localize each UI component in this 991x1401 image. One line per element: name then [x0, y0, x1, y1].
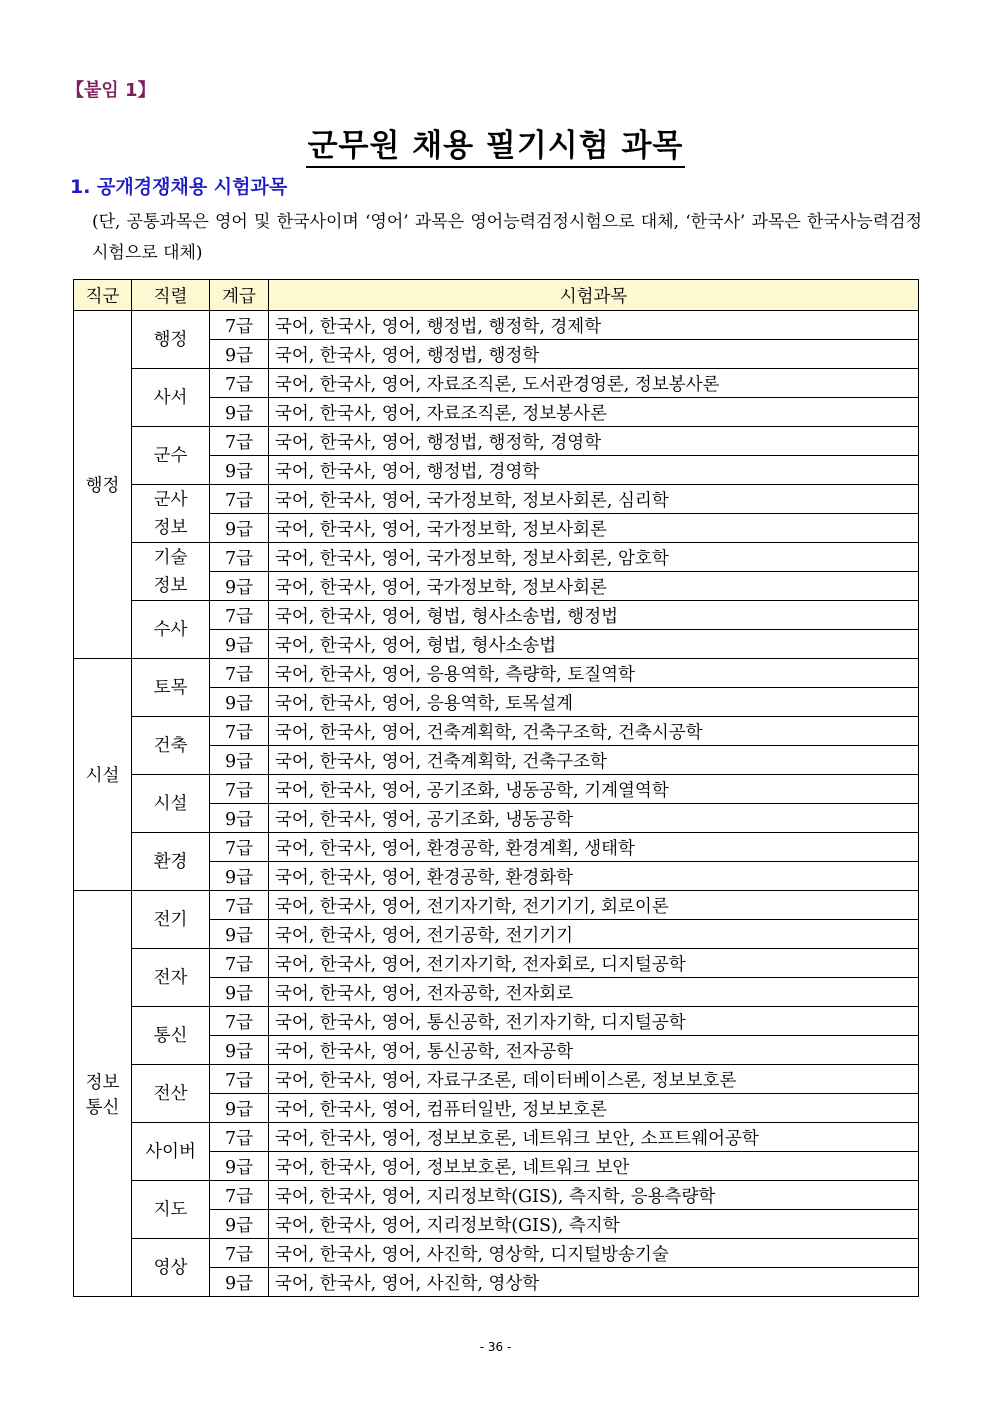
subjects-cell: 국어, 한국사, 영어, 응용역학, 토목설계	[269, 688, 919, 717]
grade-cell: 7급	[210, 833, 269, 862]
position-cell: 사이버	[132, 1123, 210, 1181]
position-cell: 기술 정보	[132, 543, 210, 601]
grade-cell: 9급	[210, 862, 269, 891]
subjects-cell: 국어, 한국사, 영어, 국가정보학, 정보사회론	[269, 572, 919, 601]
grade-cell: 9급	[210, 1268, 269, 1297]
table-row	[74, 369, 919, 398]
header-grade: 계급	[210, 280, 269, 311]
grade-cell: 9급	[210, 456, 269, 485]
table-row	[74, 1123, 919, 1152]
grade-cell: 7급	[210, 1239, 269, 1268]
grade-cell: 9급	[210, 746, 269, 775]
position-cell: 군사 정보	[132, 485, 210, 543]
subjects-cell: 국어, 한국사, 영어, 자료조직론, 정보봉사론	[269, 398, 919, 427]
position-cell: 수사	[132, 601, 210, 659]
grade-cell: 7급	[210, 311, 269, 340]
table-row	[74, 601, 919, 630]
grade-cell: 7급	[210, 659, 269, 688]
position-cell: 전기	[132, 891, 210, 949]
subjects-cell: 국어, 한국사, 영어, 건축계획학, 건축구조학, 건축시공학	[269, 717, 919, 746]
grade-cell: 7급	[210, 601, 269, 630]
grade-cell: 9급	[210, 688, 269, 717]
grade-cell: 7급	[210, 1123, 269, 1152]
subjects-cell: 국어, 한국사, 영어, 자료조직론, 도서관경영론, 정보봉사론	[269, 369, 919, 398]
exam-subjects-table	[73, 279, 919, 1297]
grade-cell: 9급	[210, 514, 269, 543]
table-body	[74, 311, 919, 1297]
grade-cell: 7급	[210, 949, 269, 978]
grade-cell: 9급	[210, 340, 269, 369]
table-row	[74, 543, 919, 572]
grade-cell: 9급	[210, 572, 269, 601]
header-position: 직렬	[132, 280, 210, 311]
subjects-cell: 국어, 한국사, 영어, 사진학, 영상학	[269, 1268, 919, 1297]
note-text: (단, 공통과목은 영어 및 한국사이며 ‘영어’ 과목은 영어능력검정시험으로 대체, ‘한국사’ 과목은 한국사능력검정시험으로 대체)	[92, 212, 922, 263]
subjects-cell: 국어, 한국사, 영어, 형법, 형사소송법	[269, 630, 919, 659]
page-number: - 36 -	[479, 1340, 512, 1354]
subjects-cell: 국어, 한국사, 영어, 국가정보학, 정보사회론	[269, 514, 919, 543]
grade-cell: 7급	[210, 427, 269, 456]
table-row	[74, 717, 919, 746]
subjects-cell: 국어, 한국사, 영어, 행정법, 행정학, 경영학	[269, 427, 919, 456]
position-cell: 전산	[132, 1065, 210, 1123]
header-group: 직군	[74, 280, 132, 311]
table-row	[74, 659, 919, 688]
grade-cell: 9급	[210, 1210, 269, 1239]
subjects-cell: 국어, 한국사, 영어, 행정법, 행정학	[269, 340, 919, 369]
table-row	[74, 1007, 919, 1036]
subjects-cell: 국어, 한국사, 영어, 전기자기학, 전기기기, 회로이론	[269, 891, 919, 920]
position-cell: 통신	[132, 1007, 210, 1065]
grade-cell: 7급	[210, 1181, 269, 1210]
subjects-cell: 국어, 한국사, 영어, 형법, 형사소송법, 행정법	[269, 601, 919, 630]
grade-cell: 9급	[210, 1036, 269, 1065]
position-cell: 건축	[132, 717, 210, 775]
subjects-cell: 국어, 한국사, 영어, 공기조화, 냉동공학	[269, 804, 919, 833]
group-cell: 시설	[74, 659, 132, 891]
subjects-cell: 국어, 한국사, 영어, 전기공학, 전기기기	[269, 920, 919, 949]
table-header-row	[74, 280, 919, 311]
grade-cell: 7급	[210, 1065, 269, 1094]
grade-cell: 7급	[210, 717, 269, 746]
position-cell: 시설	[132, 775, 210, 833]
attachment-label: 【붙임 1】	[66, 80, 156, 101]
subjects-cell: 국어, 한국사, 영어, 환경공학, 환경화학	[269, 862, 919, 891]
grade-cell: 9급	[210, 1094, 269, 1123]
table-row	[74, 891, 919, 920]
grade-cell: 7급	[210, 543, 269, 572]
position-cell: 토목	[132, 659, 210, 717]
subjects-cell: 국어, 한국사, 영어, 응용역학, 측량학, 토질역학	[269, 659, 919, 688]
section-heading: 1. 공개경쟁채용 시험과목	[70, 176, 288, 198]
grade-cell: 9급	[210, 978, 269, 1007]
position-cell: 영상	[132, 1239, 210, 1297]
grade-cell: 7급	[210, 891, 269, 920]
grade-cell: 9급	[210, 920, 269, 949]
position-cell: 행정	[132, 311, 210, 369]
subjects-cell: 국어, 한국사, 영어, 전기자기학, 전자회로, 디지털공학	[269, 949, 919, 978]
table-row	[74, 427, 919, 456]
grade-cell: 9급	[210, 1152, 269, 1181]
grade-cell: 9급	[210, 804, 269, 833]
table-row	[74, 1239, 919, 1268]
subjects-cell: 국어, 한국사, 영어, 통신공학, 전자공학	[269, 1036, 919, 1065]
grade-cell: 9급	[210, 398, 269, 427]
position-cell: 사서	[132, 369, 210, 427]
position-cell: 군수	[132, 427, 210, 485]
grade-cell: 7급	[210, 775, 269, 804]
table-row	[74, 833, 919, 862]
grade-cell: 7급	[210, 369, 269, 398]
grade-cell: 9급	[210, 630, 269, 659]
subjects-cell: 국어, 한국사, 영어, 사진학, 영상학, 디지털방송기술	[269, 1239, 919, 1268]
header-subjects: 시험과목	[269, 280, 919, 311]
table-row	[74, 775, 919, 804]
subjects-cell: 국어, 한국사, 영어, 자료구조론, 데이터베이스론, 정보보호론	[269, 1065, 919, 1094]
subjects-cell: 국어, 한국사, 영어, 지리정보학(GIS), 측지학, 응용측량학	[269, 1181, 919, 1210]
table-row	[74, 1065, 919, 1094]
table-row	[74, 949, 919, 978]
position-cell: 전자	[132, 949, 210, 1007]
subjects-cell: 국어, 한국사, 영어, 행정법, 경영학	[269, 456, 919, 485]
position-cell: 환경	[132, 833, 210, 891]
subjects-cell: 국어, 한국사, 영어, 국가정보학, 정보사회론, 심리학	[269, 485, 919, 514]
subjects-cell: 국어, 한국사, 영어, 건축계획학, 건축구조학	[269, 746, 919, 775]
subjects-cell: 국어, 한국사, 영어, 국가정보학, 정보사회론, 암호학	[269, 543, 919, 572]
table-row	[74, 311, 919, 340]
group-cell: 행정	[74, 311, 132, 659]
subjects-cell: 국어, 한국사, 영어, 컴퓨터일반, 정보보호론	[269, 1094, 919, 1123]
page-title-wrap	[0, 120, 991, 165]
subjects-cell: 국어, 한국사, 영어, 정보보호론, 네트워크 보안	[269, 1152, 919, 1181]
grade-cell: 7급	[210, 485, 269, 514]
subjects-cell: 국어, 한국사, 영어, 통신공학, 전기자기학, 디지털공학	[269, 1007, 919, 1036]
subjects-cell: 국어, 한국사, 영어, 전자공학, 전자회로	[269, 978, 919, 1007]
position-cell: 지도	[132, 1181, 210, 1239]
subjects-cell: 국어, 한국사, 영어, 정보보호론, 네트워크 보안, 소프트웨어공학	[269, 1123, 919, 1152]
table-row	[74, 485, 919, 514]
subjects-cell: 국어, 한국사, 영어, 지리정보학(GIS), 측지학	[269, 1210, 919, 1239]
subjects-cell: 국어, 한국사, 영어, 행정법, 행정학, 경제학	[269, 311, 919, 340]
table-row	[74, 1181, 919, 1210]
grade-cell: 7급	[210, 1007, 269, 1036]
subjects-cell: 국어, 한국사, 영어, 공기조화, 냉동공학, 기계열역학	[269, 775, 919, 804]
subjects-cell: 국어, 한국사, 영어, 환경공학, 환경계획, 생태학	[269, 833, 919, 862]
page-title: 군무원 채용 필기시험 과목	[306, 128, 686, 168]
group-cell: 정보 통신	[74, 891, 132, 1297]
